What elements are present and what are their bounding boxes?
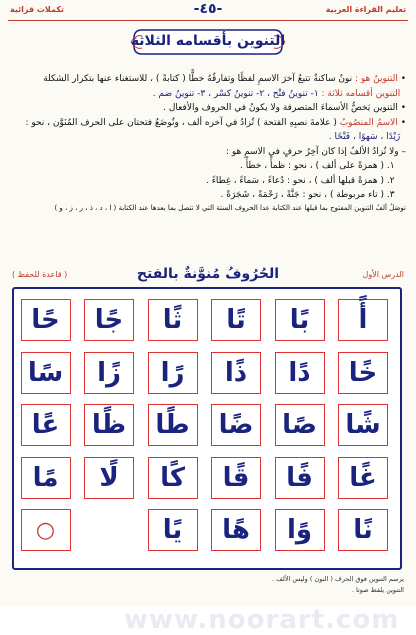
paragraph-label: ٣.	[386, 190, 395, 200]
letter-cell: ذًا	[211, 352, 261, 394]
paragraph: • التنوينُ هو : نونٌ ساكنةٌ تتبعُ آخرَ الاسمِ لفظًا وتفارقُهُ خطًّا ( كتابةً ) ، للاستغناء عنها بتكرار الشكلة	[43, 74, 406, 84]
letter-cell: وًا	[275, 509, 325, 551]
page-header	[0, 0, 416, 22]
lesson-text	[10, 72, 406, 214]
paragraph: • الاسمُ المنصُوبُ ( علامةَ نصبِهِ الفتحة ) تُزادُ في آخره ألف ، وتُوضَعُ فتحتان على الحرف المُنَوَّن ، نحو :	[25, 117, 406, 128]
book-title: تعليم القراءة العربية	[325, 5, 406, 14]
paragraph: – ولا تُزادُ الألفُ إذا كان آخِرُ حرفٍ في الاسمِ هو :	[225, 146, 406, 157]
letter-cell: خًا	[338, 352, 388, 394]
letter-cell: لًا	[84, 457, 134, 499]
letter-cell: هًا	[211, 509, 261, 551]
header-divider	[8, 20, 408, 21]
paragraph-text: ( همزةً على ألف ) ، نحو : ظمأً ، خطأً .	[239, 161, 387, 171]
paragraph-text: نونٌ ساكنةٌ تتبعُ آخرَ الاسمِ لفظًا وتفارقُهُ خطًّا ( كتابةً ) ، للاستغناء عنها بتكرار الشكلة	[43, 74, 355, 84]
lesson-title: الحُرُوفُ مُنوَّنةٌ بالفتح	[136, 266, 280, 282]
letter-cell: جًا	[84, 299, 134, 341]
letter-cell: حًا	[21, 299, 71, 341]
paragraph-label: التنوين أقسامه ثلاثة :	[321, 88, 401, 99]
letter-cell: يًا	[148, 509, 198, 551]
paragraph-text: ١- تنوينُ فتْح ، ٢- تنوينُ كسْر ، ٣- تنوينُ ضم .	[152, 88, 322, 99]
letter-cell: أً	[338, 299, 388, 341]
footer-note: يرسم التنوين فوق الحرف ( النون ) وليس الألف .	[271, 575, 404, 583]
letter-cell: طًا	[148, 404, 198, 446]
letter-cell: كًا	[148, 457, 198, 499]
letter-cell: غًا	[338, 457, 388, 499]
lesson-label: الدرس الأول	[362, 270, 404, 279]
paragraph	[10, 203, 406, 214]
paragraph	[10, 130, 406, 145]
letter-cell: ضًا	[211, 404, 261, 446]
letter-cell: عًا	[21, 404, 71, 446]
page-footer	[12, 574, 404, 596]
paragraph-text: ولا تُزادُ الألفُ إذا كان آخِرُ حرفٍ في الاسمِ هو :	[225, 146, 399, 157]
title-banner	[130, 26, 286, 66]
page-number: -٤٥-	[193, 1, 223, 17]
paragraph: • التنوين يَخصُّ الأسماءَ المتصرفة ولا يكونُ في الحروف والأفعال .	[163, 103, 406, 113]
paragraph-label: ١.	[386, 161, 395, 171]
paragraph-text: ( همزةً قبلها ألف ) ، نحو : دُعاءً ، سَماءً ، غِطاءً .	[205, 175, 387, 186]
letter-cell: صًا	[275, 404, 325, 446]
letter-cell: شًا	[338, 404, 388, 446]
section-label: تكملات قرائية	[10, 5, 64, 14]
paragraph-text: زَيْدًا ، سَهوًا ، فَتْحًا .	[328, 132, 401, 142]
paragraph-label: التنوينُ هو :	[354, 74, 398, 84]
letter-cell: ثًا	[148, 299, 198, 341]
paragraph-text: التنوين يَخصُّ الأسماءَ المتصرفة ولا يكونُ في الحروف والأفعال .	[163, 103, 398, 113]
paragraph-text: ( تاء مربوطة ) ، نحو : جَنَّةً ، رَحْمَةً ، شَجَرَةً .	[220, 190, 387, 200]
paragraph	[10, 174, 406, 189]
letter-cell: مًا	[21, 457, 71, 499]
paragraph-label: الاسمُ المنصُوبُ	[339, 117, 398, 128]
lesson-heading	[12, 266, 404, 284]
letter-cell: نًا	[338, 509, 388, 551]
letter-cell: فًا	[275, 457, 325, 499]
paragraph-text: توصَلُ ألفُ التنوين المفتوح بما قبلها عند الكتابة عدا الحروف الستة التي لا تتصل بما بعدها عند الكتابة ( ا ، د ، ذ ، ر ، ز ، و )	[54, 203, 406, 212]
letter-cell: قًا	[211, 457, 261, 499]
letter-cell: ○	[21, 509, 71, 551]
memorization-rule: ( قاعدة للحفظ )	[12, 270, 68, 279]
letter-cell: زًا	[84, 352, 134, 394]
letter-cell: سًا	[21, 352, 71, 394]
paragraph-text: ( علامةَ نصبِهِ الفتحة ) تُزادُ في آخره ألف ، وتُوضَعُ فتحتان على الحرف المُنَوَّن ، نحو :	[25, 117, 340, 128]
paragraph-label: ٢.	[386, 175, 395, 186]
page-title: التنوين بأقسامه الثلاثة	[130, 33, 286, 49]
letter-cell: بًا	[275, 299, 325, 341]
letter-cell: ظًا	[84, 404, 134, 446]
paragraph	[10, 87, 406, 102]
letter-cell: دًا	[275, 352, 325, 394]
footer-note: التنوين يلفظ صوتا .	[351, 586, 404, 594]
watermark: www.noorart.com	[124, 605, 400, 635]
paragraph	[10, 159, 406, 174]
paragraph	[10, 188, 406, 203]
letter-cell: رًا	[148, 352, 198, 394]
letter-cell: تًا	[211, 299, 261, 341]
